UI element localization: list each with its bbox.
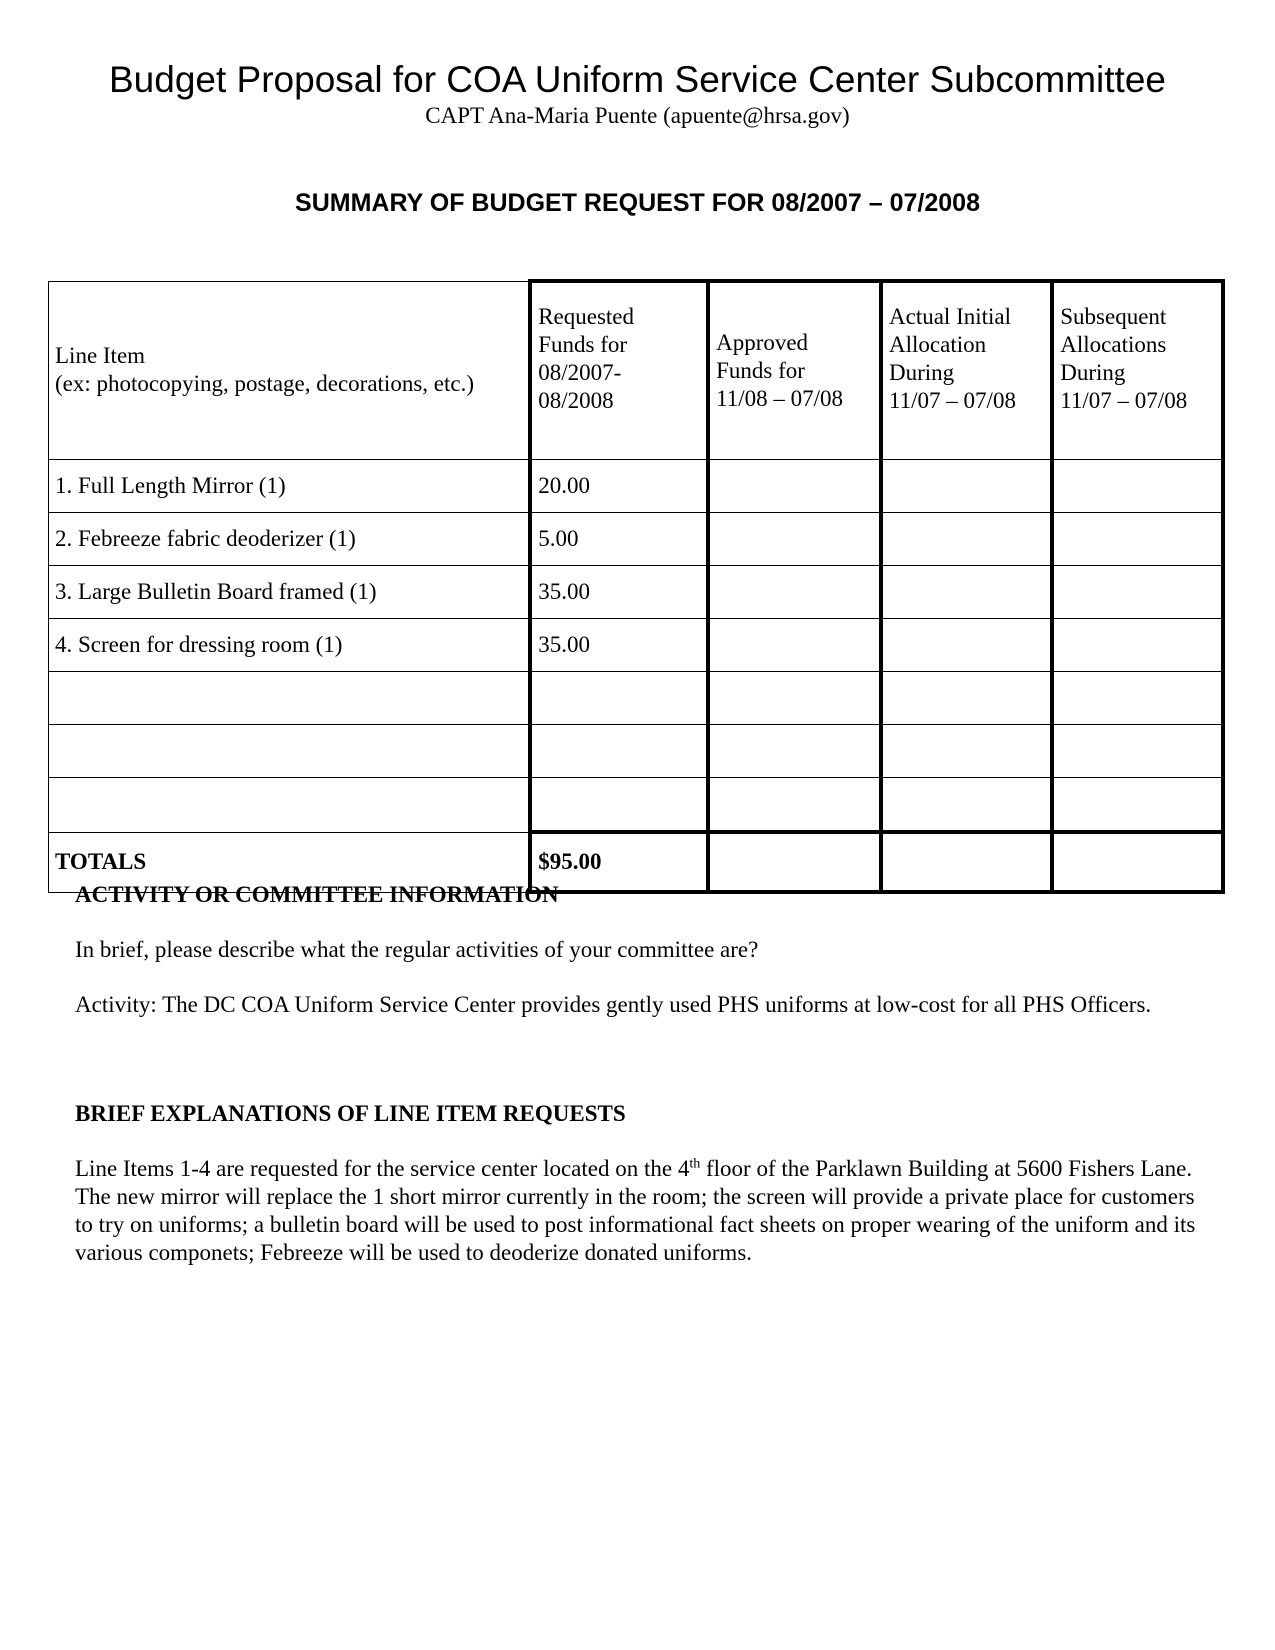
requested-cell: 20.00 xyxy=(530,460,708,513)
table-row xyxy=(49,460,1224,513)
requested-cell: 5.00 xyxy=(530,513,708,566)
approved-cell xyxy=(708,672,881,725)
totals-label: TOTALS xyxy=(49,832,531,892)
explanations-superscript: th xyxy=(689,1156,701,1172)
header-requested-line: 08/2008 xyxy=(538,388,614,413)
explanations-text xyxy=(75,1155,1205,1267)
header-requested-line: Funds for xyxy=(538,332,628,357)
line-item-cell: 2. Febreeze fabric deoderizer (1) xyxy=(49,513,531,566)
header-actual-line: 11/07 – 07/08 xyxy=(889,388,1016,413)
table-row xyxy=(49,725,1224,778)
header-actual-line: Allocation xyxy=(889,332,987,357)
approved-cell xyxy=(708,566,881,619)
actual-cell xyxy=(881,513,1052,566)
subsequent-cell xyxy=(1052,566,1223,619)
explanations-text-start: Line Items 1-4 are requested for the service center located on the 4 xyxy=(75,1156,690,1181)
header-actual-line: During xyxy=(889,360,955,385)
approved-cell xyxy=(708,778,881,833)
requested-cell: 35.00 xyxy=(530,619,708,672)
header-requested-line: 08/2007- xyxy=(538,360,622,385)
header-line-item-label: Line Item xyxy=(55,343,146,369)
author-line: CAPT Ana-Maria Puente (apuente@hrsa.gov) xyxy=(425,103,850,128)
subsequent-cell xyxy=(1052,619,1223,672)
activity-heading: ACTIVITY OR COMMITTEE INFORMATION xyxy=(75,882,559,907)
header-approved-line: Funds for xyxy=(716,358,805,383)
line-item-cell xyxy=(49,672,531,725)
table-row xyxy=(49,513,1224,566)
line-item-cell: 4. Screen for dressing room (1) xyxy=(49,619,531,672)
requested-cell xyxy=(530,778,708,833)
subsequent-cell xyxy=(1052,460,1223,513)
requested-cell: 35.00 xyxy=(530,566,708,619)
document-title: Budget Proposal for COA Uniform Service Center Subcommittee xyxy=(108,59,1166,100)
approved-cell xyxy=(708,619,881,672)
header-subsequent xyxy=(1052,281,1223,460)
actual-cell xyxy=(881,672,1052,725)
header-approved-line: 11/08 – 07/08 xyxy=(716,386,844,411)
subsequent-cell xyxy=(1052,513,1223,566)
requested-cell xyxy=(530,725,708,778)
header-subsequent-line: Subsequent xyxy=(1060,304,1167,329)
budget-table xyxy=(48,279,1225,894)
summary-heading: SUMMARY OF BUDGET REQUEST FOR 08/2007 – 07/2008 xyxy=(295,189,980,217)
line-item-cell xyxy=(49,725,531,778)
activity-answer: Activity: The DC COA Uniform Service Center provides gently used PHS uniforms at low-cost for all PHS Officers. xyxy=(75,992,1152,1017)
header-requested xyxy=(530,281,708,460)
line-item-cell xyxy=(49,778,531,833)
table-row xyxy=(49,619,1224,672)
subsequent-cell xyxy=(1052,725,1223,778)
approved-cell xyxy=(708,513,881,566)
line-item-cell: 3. Large Bulletin Board framed (1) xyxy=(49,566,531,619)
actual-cell xyxy=(881,619,1052,672)
table-row xyxy=(49,566,1224,619)
actual-cell xyxy=(881,566,1052,619)
explanations-text-end: floor of the Parklawn Building at 5600 Fishers Lane. The new mirror will replace the 1 short mirror currently in the room; the screen will provide a private place for customers to try on uniforms; a bulletin board will be used to post informational fact sheets on proper wearing of the uniform and its various componets; Febreeze will be used to deoderize donated uniforms. xyxy=(75,1156,1196,1265)
header-approved-line: Approved xyxy=(716,330,809,355)
subsequent-cell xyxy=(1052,778,1223,833)
approved-cell xyxy=(708,460,881,513)
header-actual-line: Actual Initial xyxy=(889,304,1012,329)
table-row xyxy=(49,778,1224,833)
actual-cell xyxy=(881,778,1052,833)
header-requested-line: Requested xyxy=(538,304,635,329)
actual-cell xyxy=(881,460,1052,513)
header-approved xyxy=(708,281,881,460)
header-line-item xyxy=(49,281,531,460)
totals-requested: $95.00 xyxy=(530,832,708,892)
table-header-row xyxy=(49,281,1224,460)
header-subsequent-line: 11/07 – 07/08 xyxy=(1060,388,1188,413)
actual-cell xyxy=(881,725,1052,778)
header-subsequent-line: During xyxy=(1060,360,1126,385)
requested-cell xyxy=(530,672,708,725)
activity-question: In brief, please describe what the regular activities of your committee are? xyxy=(75,937,759,962)
line-item-cell: 1. Full Length Mirror (1) xyxy=(49,460,531,513)
subsequent-cell xyxy=(1052,672,1223,725)
approved-cell xyxy=(708,725,881,778)
header-line-item-example: (ex: photocopying, postage, decorations, etc.) xyxy=(55,371,474,397)
explanations-heading: BRIEF EXPLANATIONS OF LINE ITEM REQUESTS xyxy=(75,1101,626,1126)
header-subsequent-line: Allocations xyxy=(1060,332,1167,357)
header-actual xyxy=(881,281,1052,460)
table-row xyxy=(49,672,1224,725)
